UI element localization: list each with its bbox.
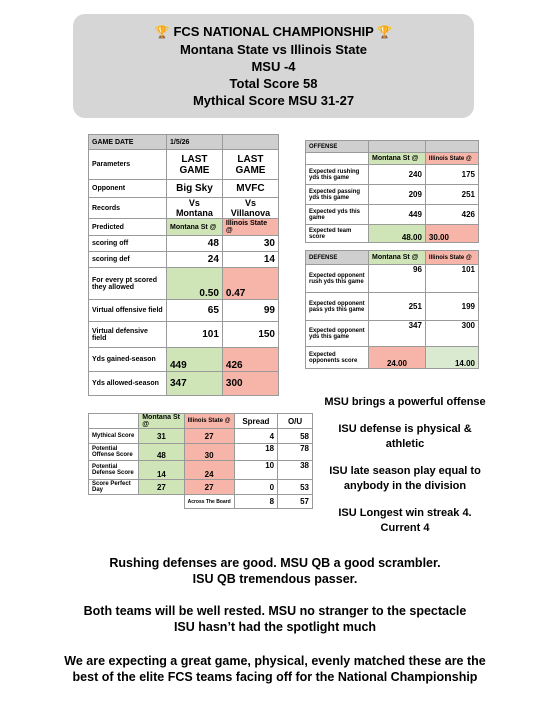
cell-a: 0.50	[166, 268, 222, 300]
row-label: Parameters	[89, 150, 167, 180]
note-item: MSU brings a powerful offense	[324, 396, 486, 408]
table-row	[89, 268, 279, 300]
row-label: Expected rushing yds this game	[306, 165, 369, 185]
banner-line: MSU -4	[251, 59, 296, 74]
team-b-header: Illinois State @	[184, 414, 234, 429]
table-row	[306, 251, 479, 265]
table-row	[306, 265, 479, 293]
defense-title: DEFENSE	[306, 251, 369, 265]
paragraph-rest	[20, 603, 530, 635]
row-label: Opponent	[89, 180, 167, 198]
table-row	[89, 414, 313, 429]
spread-cell: 0	[234, 480, 277, 495]
empty-cell	[89, 495, 139, 509]
empty-cell	[306, 153, 369, 165]
ou-header: O/U	[278, 414, 313, 429]
notes-list	[320, 395, 490, 548]
cell-b: 24	[184, 461, 234, 480]
ou-cell: 38	[278, 461, 313, 480]
cell-a: 96	[369, 265, 426, 293]
cell-b: Vs Villanova	[222, 198, 278, 219]
row-label: Virtual defensive field	[89, 322, 167, 348]
cell-b: 426	[425, 205, 478, 225]
note-item: ISU defense is physical & athletic	[338, 423, 472, 450]
row-label: Potential Defense Score	[89, 461, 139, 480]
banner-mythical: Mythical Score MSU 31-27	[192, 93, 355, 108]
row-label: Predicted	[89, 219, 167, 236]
ou-cell: 78	[278, 444, 313, 461]
cell-b: 199	[425, 293, 478, 321]
table-row	[89, 348, 279, 372]
table-row	[89, 150, 279, 180]
cell-b: 101	[425, 265, 478, 293]
cell-b: 175	[425, 165, 478, 185]
table-row	[89, 444, 313, 461]
cell-a: 251	[369, 293, 426, 321]
defense-table	[305, 250, 479, 369]
table-row	[89, 495, 313, 509]
parameters-table	[88, 134, 279, 396]
row-label: Expected opponent rush yds this game	[306, 265, 369, 293]
banner-matchup: Montana State vs Illinois State	[179, 42, 368, 57]
table-row	[89, 429, 313, 444]
row-label: scoring off	[89, 236, 167, 252]
paragraph-line: ISU hasn’t had the spotlight much	[173, 620, 377, 634]
paragraph-line: Rushing defenses are good. MSU QB a good scrambler.	[109, 556, 441, 570]
empty-cell	[89, 414, 139, 429]
table-row	[306, 347, 479, 369]
team-a-header: Montana St @	[166, 219, 222, 236]
cell-a: 209	[369, 185, 426, 205]
title-banner	[73, 14, 474, 118]
offense-title: OFFENSE	[306, 141, 369, 153]
trophy-icon: 🏆	[154, 25, 170, 39]
row-label: Expected passing yds this game	[306, 185, 369, 205]
row-label: Yds gained-season	[89, 348, 167, 372]
team-b-header: Illinois State @	[222, 219, 278, 236]
cell-b: 27	[184, 480, 234, 495]
row-label: Records	[89, 198, 167, 219]
cell-a: 449	[166, 348, 222, 372]
table-row	[306, 205, 479, 225]
banner-title: FCS NATIONAL CHAMPIONSHIP	[173, 24, 374, 39]
spread-header: Spread	[234, 414, 277, 429]
table-row	[306, 165, 479, 185]
cell-a: 48	[139, 444, 184, 461]
row-label: Expected opponent yds this game	[306, 321, 369, 347]
cell-b: LAST GAME	[222, 150, 278, 180]
cell-b: 426	[222, 348, 278, 372]
cell-b: 14.00	[425, 347, 478, 369]
board-spread: 8	[234, 495, 277, 509]
table-row	[306, 321, 479, 347]
table-row	[89, 236, 279, 252]
mythical-score-table	[88, 413, 313, 509]
cell-b: 0.47	[222, 268, 278, 300]
row-label: Mythical Score	[89, 429, 139, 444]
cell-b: 251	[425, 185, 478, 205]
table-row	[89, 180, 279, 198]
empty-cell	[425, 141, 478, 153]
table-row	[306, 225, 479, 243]
board-ou: 57	[278, 495, 313, 509]
ou-cell: 58	[278, 429, 313, 444]
paragraph-line: We are expecting a great game, physical, evenly matched these are the	[64, 654, 486, 668]
spread-cell: 10	[234, 461, 277, 480]
cell-b: 300	[425, 321, 478, 347]
cell-b: 30	[184, 444, 234, 461]
cell-a: 65	[166, 300, 222, 322]
row-label: Expected yds this game	[306, 205, 369, 225]
cell-b: MVFC	[222, 180, 278, 198]
cell-a: 347	[166, 372, 222, 396]
spread-cell: 4	[234, 429, 277, 444]
cell-a: Big Sky	[166, 180, 222, 198]
paragraph-line: Both teams will be well rested. MSU no stranger to the spectacle	[83, 604, 467, 618]
banner-total: Total Score 58	[229, 76, 318, 91]
cell-b: 99	[222, 300, 278, 322]
table-row	[306, 153, 479, 165]
empty-cell	[369, 141, 426, 153]
table-row	[89, 219, 279, 236]
cell-a: LAST GAME	[166, 150, 222, 180]
game-date-label: GAME DATE	[89, 135, 167, 150]
note-item: ISU late season play equal to anybody in the division	[329, 465, 481, 492]
table-row	[89, 252, 279, 268]
offense-table	[305, 140, 479, 243]
paragraph-qb	[20, 555, 530, 587]
row-label: Expected team score	[306, 225, 369, 243]
row-label: Expected opponents score	[306, 347, 369, 369]
table-row	[89, 480, 313, 495]
cell-a: Vs Montana	[166, 198, 222, 219]
cell-a: 27	[139, 480, 184, 495]
cell-a: 31	[139, 429, 184, 444]
cell-b: 30.00	[425, 225, 478, 243]
team-b-header: Illinois State @	[425, 251, 478, 265]
table-row	[89, 198, 279, 219]
table-row	[89, 461, 313, 480]
table-row	[306, 293, 479, 321]
cell-a: 48.00	[369, 225, 426, 243]
row-label: Virtual offensive field	[89, 300, 167, 322]
team-a-header: Montana St @	[369, 251, 426, 265]
row-label: Yds allowed-season	[89, 372, 167, 396]
row-label: Potential Offense Score	[89, 444, 139, 461]
row-label: Expected opponent pass yds this game	[306, 293, 369, 321]
cell-a: 24.00	[369, 347, 426, 369]
table-row	[89, 322, 279, 348]
cell-a: 24	[166, 252, 222, 268]
row-label: Score Perfect Day	[89, 480, 139, 495]
paragraph-expectation	[20, 653, 530, 685]
row-label: For every pt scored they allowed	[89, 268, 167, 300]
note-item: ISU Longest win streak 4. Current 4	[338, 507, 472, 534]
across-board-label: Across The Board	[184, 495, 234, 509]
cell-a: 101	[166, 322, 222, 348]
cell-a: 14	[139, 461, 184, 480]
table-row	[89, 300, 279, 322]
table-row	[89, 372, 279, 396]
table-row	[306, 185, 479, 205]
team-b-header: Illinois State @	[425, 153, 478, 165]
paragraph-line: best of the elite FCS teams facing off for the National Championship	[72, 670, 478, 684]
empty-cell	[222, 135, 278, 150]
cell-a: 48	[166, 236, 222, 252]
cell-a: 449	[369, 205, 426, 225]
cell-b: 300	[222, 372, 278, 396]
cell-b: 150	[222, 322, 278, 348]
game-date: 1/5/26	[166, 135, 222, 150]
row-label: scoring def	[89, 252, 167, 268]
cell-b: 30	[222, 236, 278, 252]
cell-a: 240	[369, 165, 426, 185]
table-row	[89, 135, 279, 150]
cell-a: 347	[369, 321, 426, 347]
table-row	[306, 141, 479, 153]
trophy-icon: 🏆	[377, 25, 393, 39]
ou-cell: 53	[278, 480, 313, 495]
cell-b: 14	[222, 252, 278, 268]
spread-cell: 18	[234, 444, 277, 461]
banner-title-line	[73, 23, 474, 41]
cell-b: 27	[184, 429, 234, 444]
team-a-header: Montana St @	[369, 153, 426, 165]
empty-cell	[139, 495, 184, 509]
paragraph-line: ISU QB tremendous passer.	[192, 572, 358, 586]
team-a-header: Montana St @	[139, 414, 184, 429]
